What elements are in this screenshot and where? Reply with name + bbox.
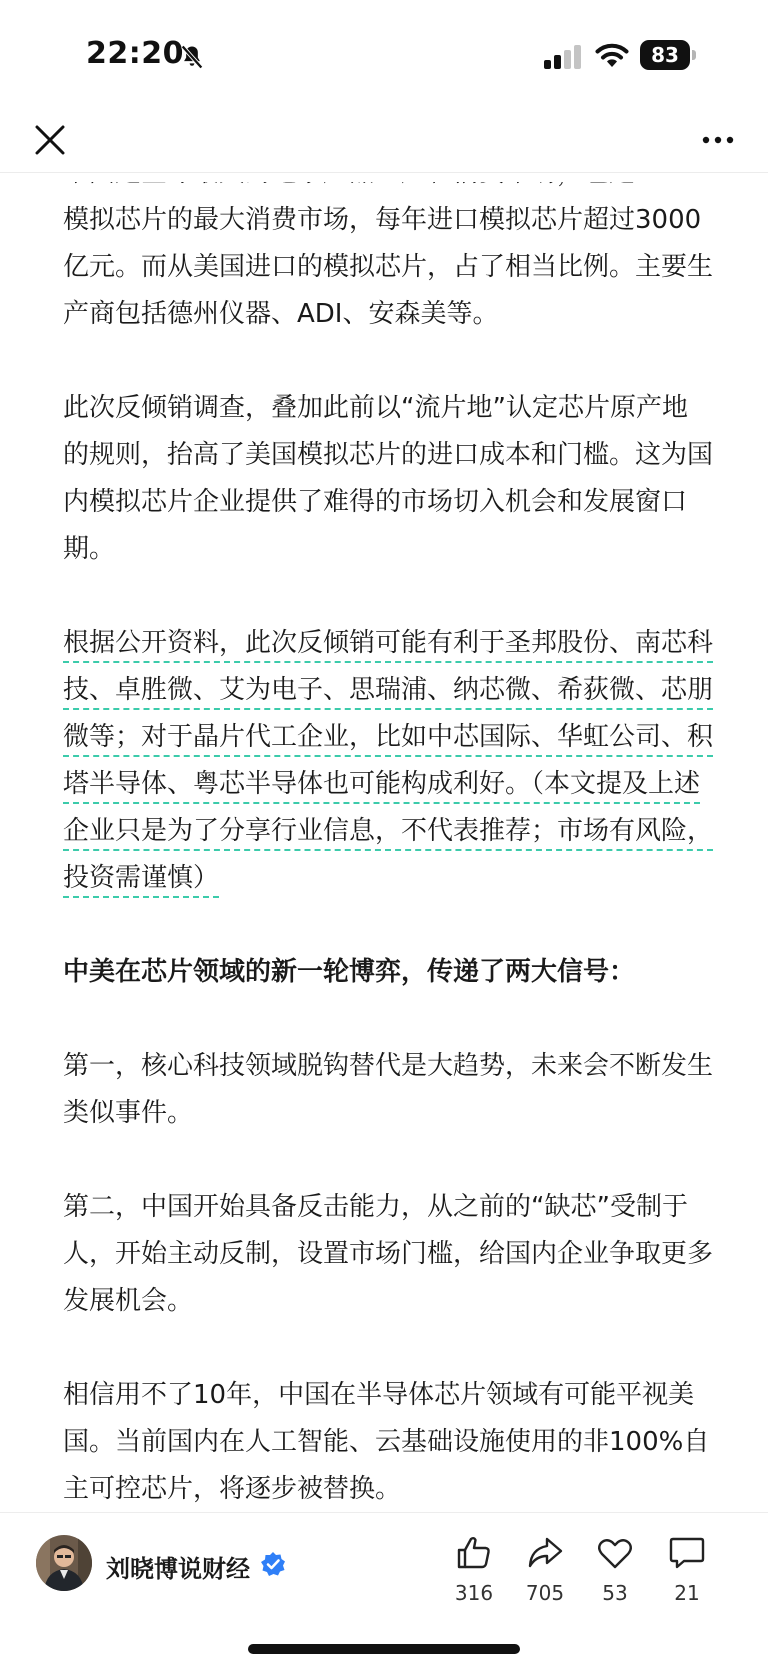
battery-level: 83 xyxy=(640,40,690,70)
favorite-button[interactable] xyxy=(580,1533,650,1605)
nav-shadow-mask xyxy=(0,172,768,182)
article-paragraph: 第一，核心科技领域脱钩替代是大趋势，未来会不断发生类似事件。 xyxy=(63,1051,714,1128)
status-time: 22:20 xyxy=(86,36,184,71)
like-count: 316 xyxy=(454,1581,494,1605)
close-icon[interactable] xyxy=(28,118,72,162)
heart-icon xyxy=(595,1533,635,1573)
author-avatar[interactable] xyxy=(36,1535,92,1591)
comment-icon xyxy=(667,1533,707,1573)
avatar-image xyxy=(36,1535,92,1591)
home-indicator[interactable] xyxy=(248,1644,520,1654)
battery-indicator xyxy=(640,40,696,70)
favorite-count: 53 xyxy=(602,1581,628,1605)
share-icon xyxy=(525,1533,565,1573)
share-count: 705 xyxy=(525,1581,565,1605)
status-bar xyxy=(0,0,768,110)
article-body xyxy=(63,172,713,1512)
article-paragraph: 相信用不了10年，中国在半导体芯片领域有可能平视美国。当前国内在人工智能、云基础设施使用的非100%自主可控芯片，将逐步被替换。 xyxy=(63,1380,710,1504)
article-subheading: 中美在芯片领域的新一轮博弈，传递了两大信号： xyxy=(63,957,636,987)
article-paragraph: 模拟芯片的最大消费市场，每年进口模拟芯片超过3000亿元。而从美国进口的模拟芯片，占了相当比例。主要生产商包括德州仪器、ADI、安森美等。 xyxy=(63,205,714,329)
author-name[interactable]: 刘晓博说财经 xyxy=(106,1555,250,1583)
highlighted-text[interactable]: 根据公开资料，此次反倾销可能有利于圣邦股份、南芯科技、卓胜微、艾为电子、思瑞浦、纳芯微、希荻微、芯朋微等；对于晶片代工企业，比如中芯国际、华虹公司、积塔半导体、粤芯半导体也可能构成利好。（本文提及上述企业只是为了分享行业信息，不代表推荐；市场有风险，投资需谨慎） xyxy=(63,628,713,898)
article-paragraph: 第二，中国开始具备反击能力，从之前的“缺芯”受制于人，开始主动反制，设置市场门槛，给国内企业争取更多发展机会。 xyxy=(63,1192,714,1316)
like-button[interactable] xyxy=(439,1533,509,1605)
cellular-signal-icon xyxy=(543,44,583,70)
article-paragraph: 此次反倾销调查，叠加此前以“流片地”认定芯片原产地的规则，抬高了美国模拟芯片的进口成本和门槛。这为国内模拟芯片企业提供了难得的市场切入机会和发展窗口期。 xyxy=(63,393,714,564)
verified-badge-icon xyxy=(260,1551,286,1577)
bell-muted-icon xyxy=(178,43,206,71)
share-button[interactable] xyxy=(510,1533,580,1605)
battery-tip xyxy=(692,50,696,60)
comment-button[interactable] xyxy=(652,1533,722,1605)
wifi-icon xyxy=(594,40,630,70)
article-paragraph-highlighted[interactable] xyxy=(63,620,713,902)
comment-count: 21 xyxy=(674,1581,700,1605)
article-scroll-area[interactable] xyxy=(0,172,768,1512)
thumbs-up-icon xyxy=(454,1533,494,1573)
top-nav-bar xyxy=(0,110,768,173)
more-options-icon[interactable] xyxy=(698,120,738,160)
